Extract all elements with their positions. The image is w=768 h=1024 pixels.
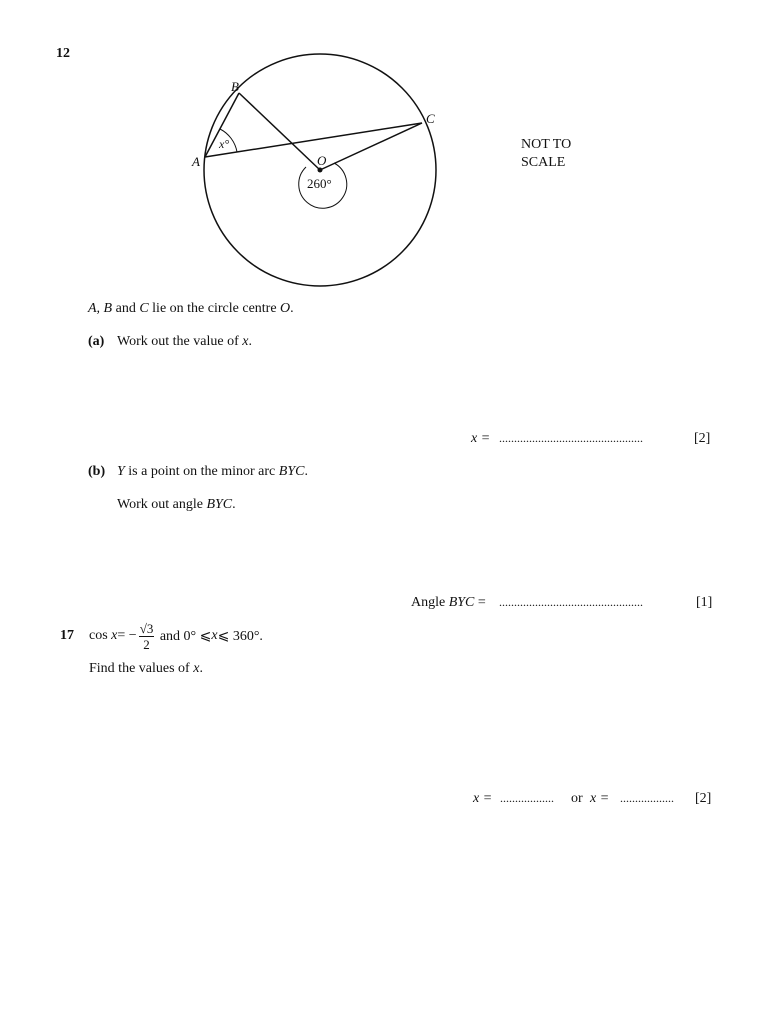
part-a-text: Work out the value of <box>117 334 243 349</box>
answer-a-prefix: x = <box>471 431 491 446</box>
not-to-scale-note <box>521 136 571 172</box>
q17-equation <box>89 618 263 654</box>
points-ab: A, B <box>88 301 113 316</box>
angle-x-label: x° <box>219 137 230 151</box>
point-c: C <box>139 301 149 316</box>
answer-b-eq: = <box>474 595 486 610</box>
marks-a: [2] <box>694 431 711 446</box>
intro-end: . <box>290 301 294 316</box>
part-a-var: x <box>242 334 249 349</box>
arc-byc: BYC <box>278 464 305 479</box>
part-b-question <box>117 464 308 480</box>
marks-17: [2] <box>695 791 712 806</box>
instruction-text: Find the values of <box>89 661 194 676</box>
intro-rest: lie on the circle centre <box>148 301 281 316</box>
answer-17-field-1[interactable]: .................. <box>500 791 554 805</box>
label-c: C <box>426 111 435 126</box>
label-o: O <box>317 153 327 168</box>
answer-b-word: Angle <box>411 595 449 610</box>
part-a-end: . <box>248 334 252 349</box>
part-a-label: (a) <box>88 334 105 349</box>
cos-var: x <box>111 628 118 643</box>
answer-b-field[interactable]: ................................................ <box>499 595 643 609</box>
note-line-2: SCALE <box>521 155 566 170</box>
part-b-line2: Work out angle <box>117 497 207 512</box>
question-number-17: 17 <box>60 628 74 643</box>
answer-b-prefix <box>411 595 486 611</box>
circle-diagram <box>0 0 768 300</box>
condition-end: ⩽ 360°. <box>217 628 263 644</box>
cos-text: cos <box>89 628 108 643</box>
intro-and: and <box>112 301 140 316</box>
q17-instruction <box>89 661 203 677</box>
answer-b-var: BYC <box>448 595 475 610</box>
answer-17-or: or <box>571 791 583 806</box>
answer-17-prefix-2: x = <box>590 791 610 806</box>
label-a: A <box>192 154 200 169</box>
part-b-line2-end: . <box>232 497 236 512</box>
reflex-angle-label: 260° <box>307 176 332 191</box>
line-oc <box>320 123 422 170</box>
question-number-12: 12 <box>56 46 70 61</box>
part-b-instruction <box>117 497 236 513</box>
q12-intro <box>88 301 294 317</box>
point-y: Y <box>117 464 125 479</box>
part-b-end: . <box>304 464 308 479</box>
condition-var: x <box>211 628 218 643</box>
part-a-question <box>117 334 252 350</box>
part-b-label: (b) <box>88 464 106 479</box>
fraction-denominator: 2 <box>143 636 150 652</box>
equals-minus: = − <box>117 628 137 643</box>
answer-17-prefix-1: x = <box>473 791 493 806</box>
centre-point <box>318 168 323 173</box>
chord-ac <box>205 123 422 157</box>
angle-byc: BYC <box>206 497 233 512</box>
condition-text: and 0° ⩽ <box>159 628 212 644</box>
instruction-end: . <box>199 661 203 676</box>
part-b-text: is a point on the minor arc <box>124 464 279 479</box>
fraction-numerator: √3 <box>139 620 154 636</box>
fraction-root3-over-2 <box>139 622 155 651</box>
point-o: O <box>280 301 291 316</box>
label-b: B <box>231 79 239 94</box>
answer-17-field-2[interactable]: .................. <box>620 791 674 805</box>
note-line-1: NOT TO <box>521 137 572 152</box>
marks-b: [1] <box>696 595 713 610</box>
instruction-var: x <box>193 661 200 676</box>
answer-a-field[interactable]: ................................................ <box>499 431 643 445</box>
line-bo <box>239 93 320 170</box>
